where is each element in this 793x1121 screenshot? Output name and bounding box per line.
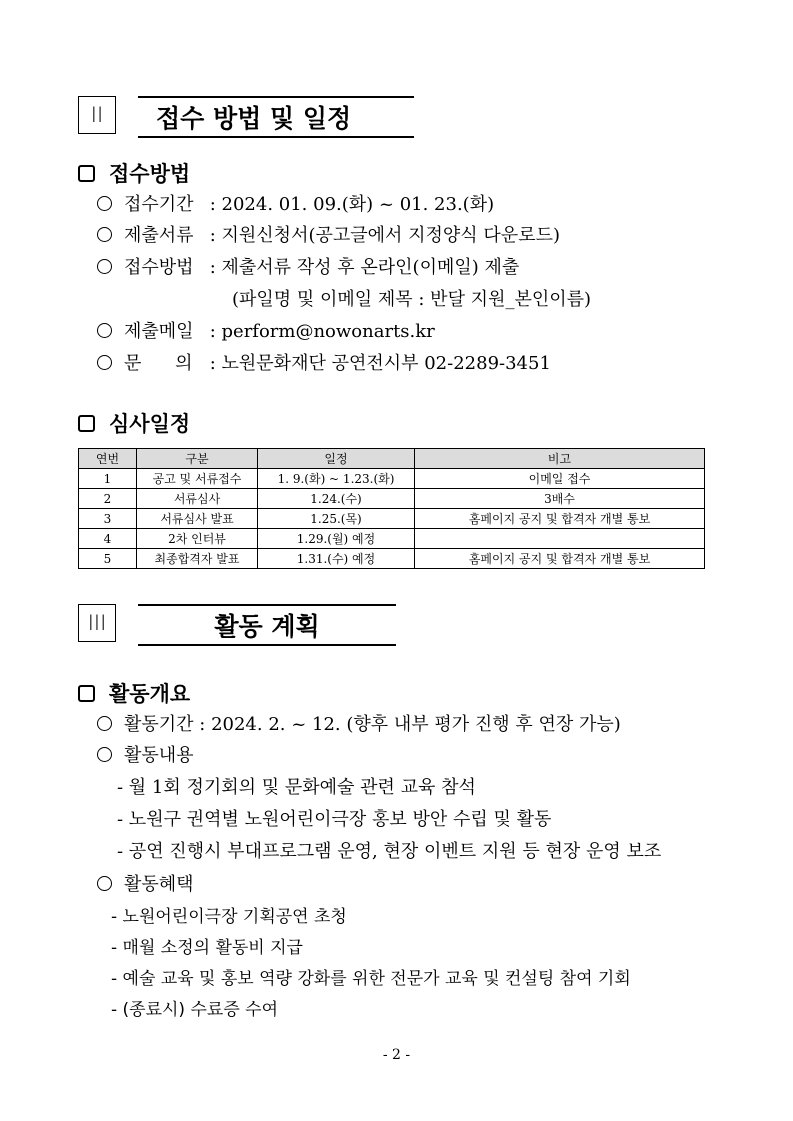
column-header: 일정 <box>258 449 415 469</box>
table-cell: 5 <box>79 549 137 569</box>
section-3-header <box>78 604 398 648</box>
table-cell: 홈페이지 공지 및 합격자 개별 통보 <box>415 549 705 569</box>
schedule-table <box>78 448 705 569</box>
table-cell: 홈페이지 공지 및 합격자 개별 통보 <box>415 509 705 529</box>
schedule-heading <box>78 408 190 438</box>
page-number: - 2 - <box>382 1047 411 1063</box>
circle-bullet-icon <box>97 259 112 274</box>
checkbox-square-icon <box>78 415 95 432</box>
table-cell: 1. 9.(화) ~ 1.23.(화) <box>258 469 415 489</box>
column-header: 비고 <box>415 449 705 469</box>
table-cell: 4 <box>79 529 137 549</box>
method-item-method: 접수방법 : 제출서류 작성 후 온라인(이메일) 제출 <box>97 256 519 280</box>
table-cell <box>415 529 705 549</box>
table-header-row <box>79 449 705 469</box>
checkbox-square-icon <box>78 685 95 702</box>
benefit-item: - 예술 교육 및 홍보 역량 강화를 위한 전문가 교육 및 컨설팅 참여 기회 <box>111 969 631 989</box>
table-cell: 1.31.(수) 예정 <box>258 549 415 569</box>
overview-content-label: 활동내용 <box>97 744 194 768</box>
table-row <box>79 489 705 509</box>
section-3-title: 활동 계획 <box>138 604 396 646</box>
table-cell: 서류심사 <box>137 489 258 509</box>
circle-bullet-icon <box>97 323 112 338</box>
checkbox-square-icon <box>78 165 95 182</box>
overview-benefit-label: 활동혜택 <box>97 873 194 897</box>
table-cell: 2차 인터뷰 <box>137 529 258 549</box>
table-cell: 3배수 <box>415 489 705 509</box>
table-cell: 2 <box>79 489 137 509</box>
content-item: - 공연 진행시 부대프로그램 운영, 현장 이벤트 지원 등 현장 운영 보조 <box>117 841 662 862</box>
method-heading <box>78 158 190 188</box>
table-cell: 이메일 접수 <box>415 469 705 489</box>
circle-bullet-icon <box>97 355 112 370</box>
table-row <box>79 469 705 489</box>
benefit-item: - 노원어린이극장 기획공연 초청 <box>111 907 347 927</box>
section-2-number: II <box>78 96 116 134</box>
circle-bullet-icon <box>97 876 112 891</box>
section-3-number: III <box>78 604 116 642</box>
method-note: (파일명 및 이메일 제목 : 반달 지원_본인이름) <box>232 289 592 310</box>
circle-bullet-icon <box>97 747 112 762</box>
table-cell: 1 <box>79 469 137 489</box>
table-cell: 1.29.(월) 예정 <box>258 529 415 549</box>
benefit-item: - (종료시) 수료증 수여 <box>111 1000 278 1020</box>
method-item-documents: 제출서류 : 지원신청서(공고글에서 지정양식 다운로드) <box>97 224 560 248</box>
method-item-email: 제출메일 : perform@nowonarts.kr <box>97 320 435 344</box>
table-row <box>79 509 705 529</box>
table-cell: 서류심사 발표 <box>137 509 258 529</box>
content-item: - 월 1회 정기회의 및 문화예술 관련 교육 참석 <box>117 777 476 798</box>
circle-bullet-icon <box>97 227 112 242</box>
table-cell: 공고 및 서류접수 <box>137 469 258 489</box>
schedule-heading-text: 심사일정 <box>109 412 191 436</box>
column-header: 구분 <box>137 449 258 469</box>
overview-period: 활동기간 : 2024. 2. ~ 12. (향후 내부 평가 진행 후 연장 가능) <box>97 713 621 737</box>
table-cell: 1.24.(수) <box>258 489 415 509</box>
circle-bullet-icon <box>97 716 112 731</box>
section-2-title: 접수 방법 및 일정 <box>138 96 414 138</box>
column-header: 연번 <box>79 449 137 469</box>
method-item-inquiry: 문 의 : 노원문화재단 공연전시부 02-2289-3451 <box>97 352 551 376</box>
section-2-header <box>78 96 398 140</box>
table-cell: 1.25.(목) <box>258 509 415 529</box>
content-item: - 노원구 권역별 노원어린이극장 홍보 방안 수립 및 활동 <box>117 809 552 830</box>
table-row <box>79 529 705 549</box>
table-cell: 3 <box>79 509 137 529</box>
table-cell: 최종합격자 발표 <box>137 549 258 569</box>
benefit-item: - 매월 소정의 활동비 지급 <box>111 938 303 958</box>
method-item-period: 접수기간 : 2024. 01. 09.(화) ~ 01. 23.(화) <box>97 193 494 217</box>
circle-bullet-icon <box>97 196 112 211</box>
table-row <box>79 549 705 569</box>
overview-heading <box>78 678 190 708</box>
overview-heading-text: 활동개요 <box>109 682 191 706</box>
method-heading-text: 접수방법 <box>109 162 191 186</box>
